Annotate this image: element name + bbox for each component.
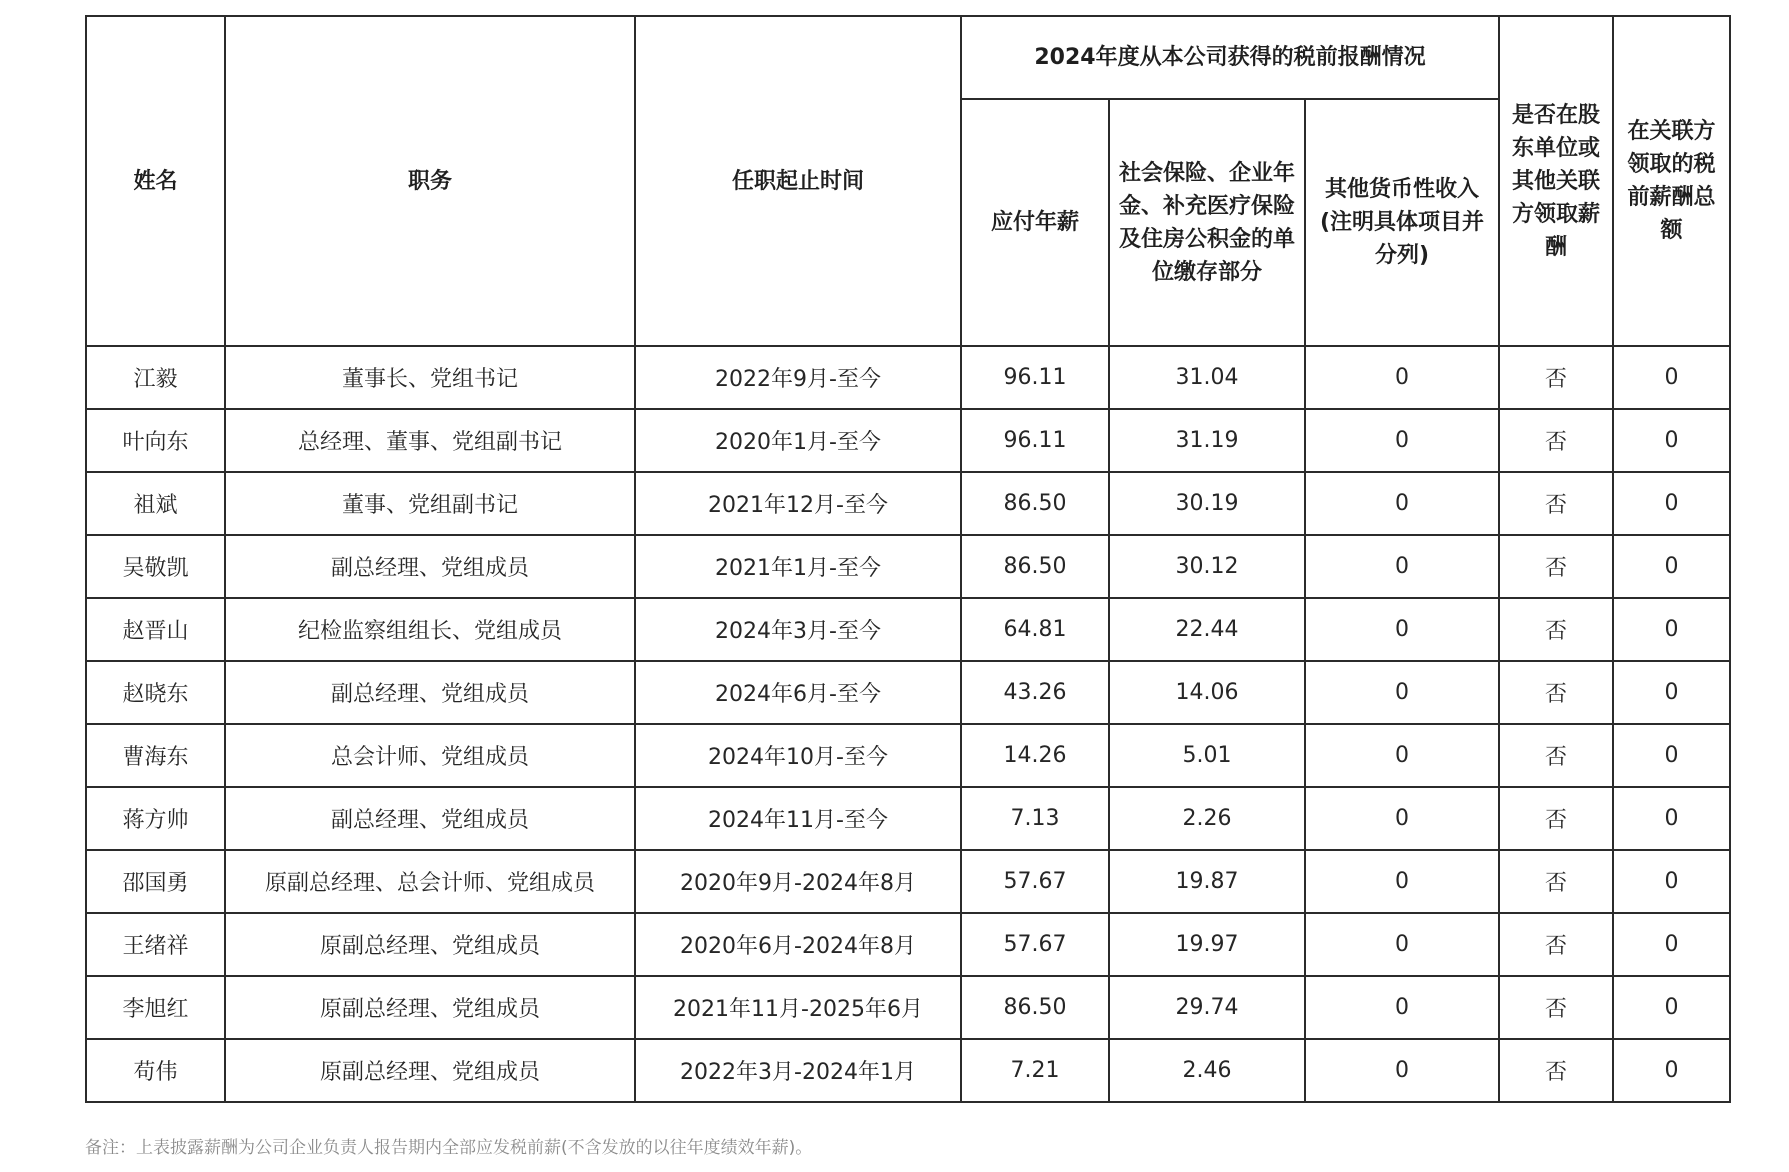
cell-position: 纪检监察组组长、党组成员 — [225, 598, 635, 661]
cell-other: 0 — [1305, 724, 1499, 787]
cell-tenure: 2020年6月-2024年8月 — [635, 913, 961, 976]
cell-salary: 14.26 — [961, 724, 1109, 787]
cell-tenure: 2021年1月-至今 — [635, 535, 961, 598]
cell-social: 30.12 — [1109, 535, 1305, 598]
cell-social: 22.44 — [1109, 598, 1305, 661]
header-tenure: 任职起止时间 — [635, 16, 961, 346]
cell-shareholder: 否 — [1499, 787, 1613, 850]
header-salary: 应付年薪 — [961, 99, 1109, 346]
header-name: 姓名 — [86, 16, 225, 346]
cell-position: 副总经理、党组成员 — [225, 787, 635, 850]
table-row — [86, 850, 1730, 913]
cell-social: 19.97 — [1109, 913, 1305, 976]
cell-shareholder: 否 — [1499, 976, 1613, 1039]
header-position: 职务 — [225, 16, 635, 346]
table-row — [86, 598, 1730, 661]
cell-shareholder: 否 — [1499, 535, 1613, 598]
cell-other: 0 — [1305, 472, 1499, 535]
cell-position: 原副总经理、党组成员 — [225, 976, 635, 1039]
cell-salary: 57.67 — [961, 850, 1109, 913]
cell-position: 总会计师、党组成员 — [225, 724, 635, 787]
cell-name: 祖斌 — [86, 472, 225, 535]
cell-salary: 96.11 — [961, 346, 1109, 409]
cell-shareholder: 否 — [1499, 850, 1613, 913]
table-row — [86, 787, 1730, 850]
cell-tenure: 2020年1月-至今 — [635, 409, 961, 472]
cell-position: 原副总经理、总会计师、党组成员 — [225, 850, 635, 913]
cell-social: 5.01 — [1109, 724, 1305, 787]
cell-salary: 57.67 — [961, 913, 1109, 976]
cell-social: 2.46 — [1109, 1039, 1305, 1102]
header-shareholder: 是否在股东单位或其他关联方领取薪酬 — [1499, 16, 1613, 346]
table-row — [86, 472, 1730, 535]
cell-name: 苟伟 — [86, 1039, 225, 1102]
cell-related: 0 — [1613, 913, 1730, 976]
cell-shareholder: 否 — [1499, 661, 1613, 724]
cell-salary: 86.50 — [961, 472, 1109, 535]
cell-position: 董事、党组副书记 — [225, 472, 635, 535]
table-row — [86, 1039, 1730, 1102]
cell-salary: 96.11 — [961, 409, 1109, 472]
cell-name: 赵晓东 — [86, 661, 225, 724]
table-row — [86, 913, 1730, 976]
cell-tenure: 2021年12月-至今 — [635, 472, 961, 535]
cell-shareholder: 否 — [1499, 346, 1613, 409]
cell-related: 0 — [1613, 850, 1730, 913]
cell-name: 邵国勇 — [86, 850, 225, 913]
table-row — [86, 661, 1730, 724]
table-row — [86, 724, 1730, 787]
cell-tenure: 2021年11月-2025年6月 — [635, 976, 961, 1039]
cell-social: 30.19 — [1109, 472, 1305, 535]
table-row — [86, 346, 1730, 409]
header-group-compensation: 2024年度从本公司获得的税前报酬情况 — [961, 16, 1499, 99]
cell-related: 0 — [1613, 346, 1730, 409]
cell-social: 31.19 — [1109, 409, 1305, 472]
cell-other: 0 — [1305, 850, 1499, 913]
cell-shareholder: 否 — [1499, 409, 1613, 472]
cell-tenure: 2024年6月-至今 — [635, 661, 961, 724]
cell-related: 0 — [1613, 661, 1730, 724]
table-row — [86, 976, 1730, 1039]
cell-tenure: 2024年11月-至今 — [635, 787, 961, 850]
cell-tenure: 2022年3月-2024年1月 — [635, 1039, 961, 1102]
cell-other: 0 — [1305, 598, 1499, 661]
cell-tenure: 2024年3月-至今 — [635, 598, 961, 661]
cell-salary: 7.13 — [961, 787, 1109, 850]
cell-social: 31.04 — [1109, 346, 1305, 409]
cell-position: 原副总经理、党组成员 — [225, 1039, 635, 1102]
compensation-table-container — [85, 15, 1729, 1103]
cell-other: 0 — [1305, 346, 1499, 409]
cell-social: 2.26 — [1109, 787, 1305, 850]
cell-name: 吴敬凯 — [86, 535, 225, 598]
cell-other: 0 — [1305, 1039, 1499, 1102]
cell-other: 0 — [1305, 409, 1499, 472]
cell-related: 0 — [1613, 598, 1730, 661]
cell-shareholder: 否 — [1499, 598, 1613, 661]
table-row — [86, 535, 1730, 598]
cell-related: 0 — [1613, 724, 1730, 787]
cell-name: 叶向东 — [86, 409, 225, 472]
cell-shareholder: 否 — [1499, 472, 1613, 535]
cell-shareholder: 否 — [1499, 1039, 1613, 1102]
cell-salary: 43.26 — [961, 661, 1109, 724]
table-body — [86, 346, 1730, 1102]
cell-position: 董事长、党组书记 — [225, 346, 635, 409]
cell-salary: 7.21 — [961, 1039, 1109, 1102]
cell-name: 曹海东 — [86, 724, 225, 787]
cell-tenure: 2022年9月-至今 — [635, 346, 961, 409]
cell-related: 0 — [1613, 535, 1730, 598]
table-row — [86, 409, 1730, 472]
cell-tenure: 2024年10月-至今 — [635, 724, 961, 787]
compensation-table — [85, 15, 1731, 1103]
footnote: 备注：上表披露薪酬为公司企业负责人报告期内全部应发税前薪(不含发放的以往年度绩效年薪)。 — [85, 1138, 813, 1158]
cell-shareholder: 否 — [1499, 724, 1613, 787]
cell-related: 0 — [1613, 1039, 1730, 1102]
cell-social: 19.87 — [1109, 850, 1305, 913]
cell-tenure: 2020年9月-2024年8月 — [635, 850, 961, 913]
cell-related: 0 — [1613, 409, 1730, 472]
cell-other: 0 — [1305, 535, 1499, 598]
cell-name: 江毅 — [86, 346, 225, 409]
table-header — [86, 16, 1730, 346]
cell-position: 总经理、董事、党组副书记 — [225, 409, 635, 472]
header-social: 社会保险、企业年金、补充医疗保险及住房公积金的单位缴存部分 — [1109, 99, 1305, 346]
cell-related: 0 — [1613, 787, 1730, 850]
cell-salary: 86.50 — [961, 976, 1109, 1039]
cell-salary: 86.50 — [961, 535, 1109, 598]
cell-position: 原副总经理、党组成员 — [225, 913, 635, 976]
cell-social: 29.74 — [1109, 976, 1305, 1039]
cell-related: 0 — [1613, 472, 1730, 535]
cell-position: 副总经理、党组成员 — [225, 535, 635, 598]
cell-name: 王绪祥 — [86, 913, 225, 976]
cell-position: 副总经理、党组成员 — [225, 661, 635, 724]
cell-other: 0 — [1305, 976, 1499, 1039]
cell-related: 0 — [1613, 976, 1730, 1039]
cell-name: 蒋方帅 — [86, 787, 225, 850]
cell-shareholder: 否 — [1499, 913, 1613, 976]
cell-salary: 64.81 — [961, 598, 1109, 661]
cell-other: 0 — [1305, 913, 1499, 976]
header-related-total: 在关联方领取的税前薪酬总额 — [1613, 16, 1730, 346]
cell-other: 0 — [1305, 787, 1499, 850]
cell-other: 0 — [1305, 661, 1499, 724]
header-other: 其他货币性收入(注明具体项目并分列) — [1305, 99, 1499, 346]
cell-name: 李旭红 — [86, 976, 225, 1039]
cell-social: 14.06 — [1109, 661, 1305, 724]
cell-name: 赵晋山 — [86, 598, 225, 661]
